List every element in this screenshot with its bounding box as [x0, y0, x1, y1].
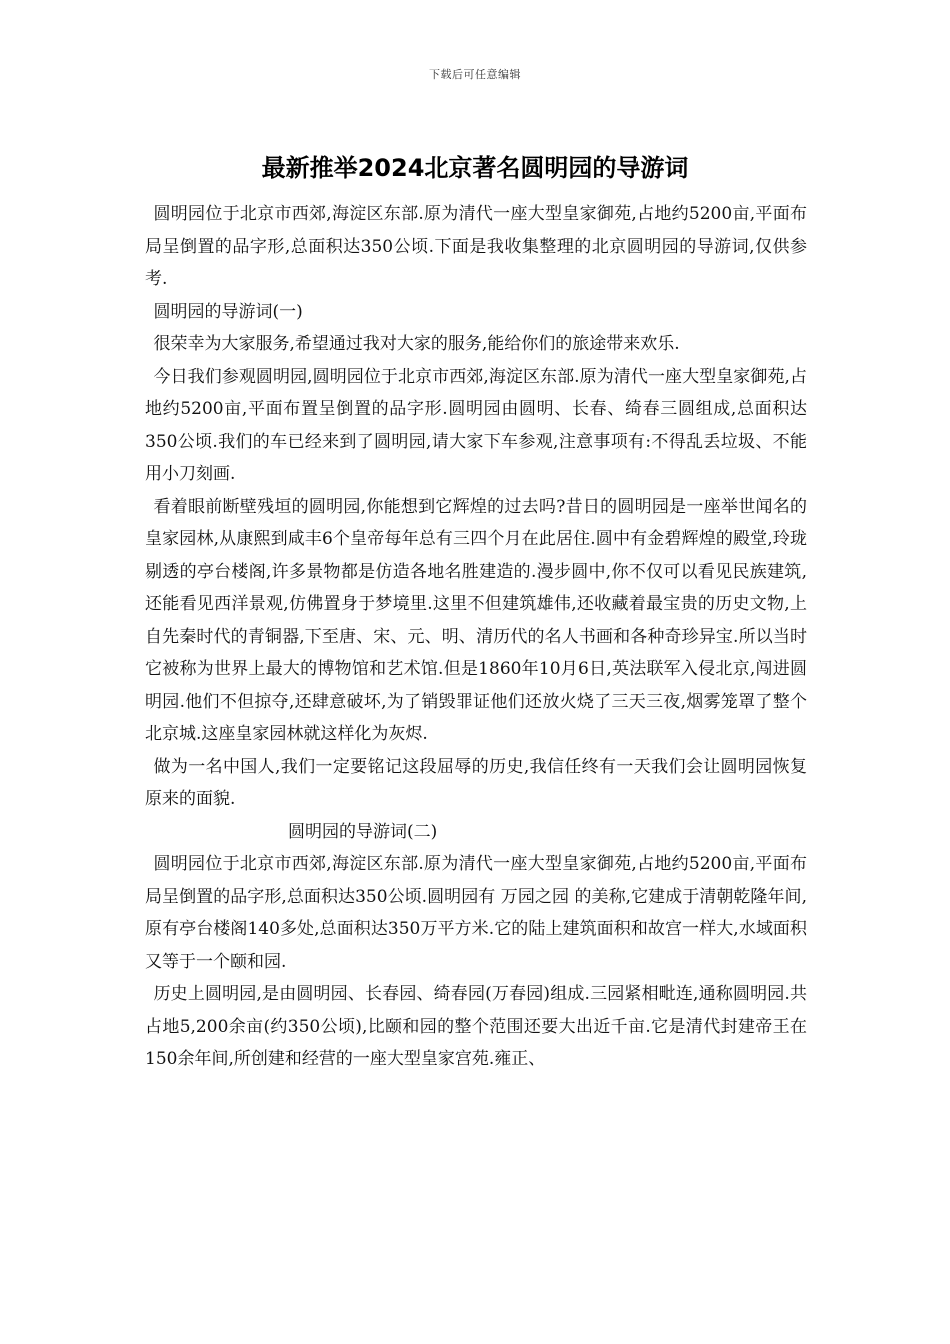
paragraph: 看着眼前断壁残垣的圆明园,你能想到它辉煌的过去吗?昔日的圆明园是一座举世闻名的皇家园林,从康熙到咸丰6个皇帝每年总有三四个月在此居住.圆中有金碧辉煌的殿堂,玲珑剔透的亭台楼阁,许多景物都是仿造各地名胜建造的.漫步圆中,你不仅可以看见民族建筑,还能看见西洋景观,仿佛置身于梦境里.这里不但建筑雄伟,还收藏着最宝贵的历史文物,上自先秦时代的青铜器,下至唐、宋、元、明、清历代的名人书画和各种奇珍异宝.所以当时它被称为世界上最大的博物馆和艺术馆.但是1860年10月6日,英法联军入侵北京,闯进圆明园.他们不但掠夺,还肆意破坏,为了销毁罪证他们还放火烧了三天三夜,烟雾笼罩了整个北京城.这座皇家园林就这样化为灰烬.	[145, 496, 807, 744]
paragraph: 做为一名中国人,我们一定要铭记这段屈辱的历史,我信任终有一天我们会让圆明园恢复原来的面貌.	[145, 756, 807, 809]
paragraph: 圆明园位于北京市西郊,海淀区东部.原为清代一座大型皇家御苑,占地约5200亩,平面布局呈倒置的品字形,总面积达350公顷.圆明园有 万园之园 的美称,它建成于清朝乾隆年间,原有亭台楼阁140多处,总面积达350万平方米.它的陆上建筑面积和故宫一样大,水域面积又等于一个颐和园.	[145, 854, 807, 972]
paragraph: 今日我们参观圆明园,圆明园位于北京市西郊,海淀区东部.原为清代一座大型皇家御苑,占地约5200亩,平面布置呈倒置的品字形.圆明园由圆明、长春、绮春三圆组成,总面积达350公顷.我们的车已经来到了圆明园,请大家下车参观,注意事项有:不得乱丢垃圾、不能用小刀刻画.	[145, 366, 807, 484]
intro-paragraph: 圆明园位于北京市西郊,海淀区东部.原为清代一座大型皇家御苑,占地约5200亩,平面布局呈倒置的品字形,总面积达350公顷.下面是我收集整理的北京圆明园的导游词,仅供参考.	[145, 204, 807, 289]
paragraph: 历史上圆明园,是由圆明园、长春园、绮春园(万春园)组成.三园紧相毗连,通称圆明园.共占地5,200余亩(约350公顷),比颐和园的整个范围还要大出近千亩.它是清代封建帝王在150余年间,所创建和经营的一座大型皇家宫苑.雍正、	[145, 984, 807, 1069]
paragraph: 很荣幸为大家服务,希望通过我对大家的服务,能给你们的旅途带来欢乐.	[153, 334, 680, 354]
header-note: 下载后可任意编辑	[429, 68, 521, 81]
section-heading-2: 圆明园的导游词(二)	[288, 821, 438, 842]
document-body	[145, 198, 807, 1076]
document-title: 最新推举2024北京著名圆明园的导游词	[261, 154, 689, 182]
section-heading-1: 圆明园的导游词(一)	[153, 301, 303, 322]
